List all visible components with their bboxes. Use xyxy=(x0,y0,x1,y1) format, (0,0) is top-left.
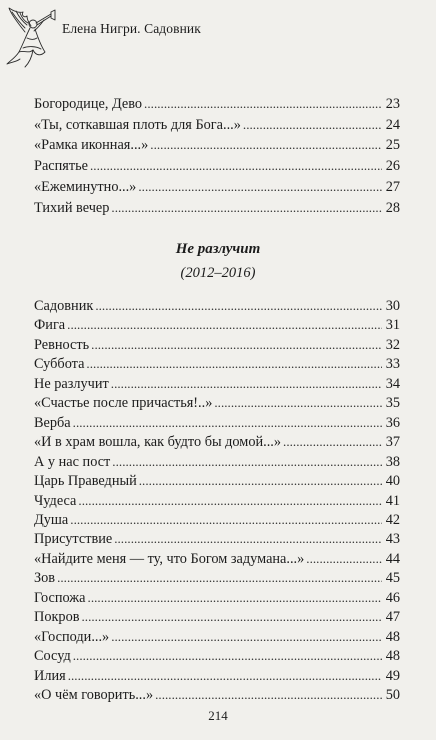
dot-leader xyxy=(214,393,382,413)
toc-entry xyxy=(34,177,400,197)
toc-entry-page: 49 xyxy=(385,667,400,684)
toc-entry-page: 44 xyxy=(385,550,400,567)
toc-entry-page: 23 xyxy=(385,96,400,112)
toc-entry-title: А у нас пост xyxy=(34,453,111,470)
toc-entry-title: Зов xyxy=(34,570,56,587)
dot-leader xyxy=(68,666,382,686)
toc-entry xyxy=(34,491,400,511)
toc-entry-page: 41 xyxy=(385,492,400,509)
toc-entry-title: Фига xyxy=(34,317,66,334)
toc-entry-page: 30 xyxy=(385,298,400,314)
toc-entry xyxy=(34,588,400,608)
toc-entry xyxy=(34,452,400,472)
toc-entry-page: 38 xyxy=(385,453,400,470)
toc-entry-page: 46 xyxy=(385,589,400,606)
dot-leader xyxy=(138,177,382,197)
toc-entry-page: 34 xyxy=(385,375,400,392)
section-years: (2012–2016) xyxy=(180,265,256,281)
toc-entry-page: 25 xyxy=(385,137,400,154)
dot-leader xyxy=(150,135,382,155)
toc-entry-page: 26 xyxy=(385,158,400,175)
toc-entry-title: «Ежеминутно...» xyxy=(34,178,137,195)
toc-entry-title: Сосуд xyxy=(34,648,71,665)
toc-entry xyxy=(34,393,400,413)
toc-entry-title: «Рамка иконная...» xyxy=(34,137,149,154)
toc-entry xyxy=(34,471,400,491)
toc-entry xyxy=(34,432,400,452)
toc-entry-page: 48 xyxy=(385,648,400,665)
dot-leader xyxy=(144,94,382,114)
toc-entry-title: «И в храм вошла, как будто бы домой...» xyxy=(34,434,282,451)
toc-entry-title: Госпожа xyxy=(34,589,86,606)
toc-entry xyxy=(34,529,400,549)
toc-entry xyxy=(34,335,400,355)
toc-entry-page: 35 xyxy=(385,395,400,412)
dot-leader xyxy=(283,432,382,452)
toc-entry-title: Суббота xyxy=(34,356,85,373)
dot-leader xyxy=(78,491,382,511)
toc-entry xyxy=(34,413,400,433)
dot-leader xyxy=(81,607,382,627)
dot-leader xyxy=(57,568,382,588)
dot-leader xyxy=(114,529,382,549)
toc-entry-title: Покров xyxy=(34,609,80,626)
dot-leader xyxy=(86,354,382,374)
toc-entry-title: Присутствие xyxy=(34,531,113,548)
toc-entry-page: 37 xyxy=(385,434,400,451)
toc-entry-title: Илия xyxy=(34,667,66,684)
toc-entry xyxy=(34,666,400,686)
toc-entry xyxy=(34,549,400,569)
toc-entry-title: Душа xyxy=(34,511,69,528)
toc-entry xyxy=(34,510,400,530)
section-title: Не разлучит xyxy=(175,241,261,257)
toc-entry xyxy=(34,115,400,135)
toc-entry-title: Распятье xyxy=(34,158,88,175)
toc-entry-title: «Найдите меня — ту, что Богом задумана...» xyxy=(34,550,305,567)
dot-leader xyxy=(111,198,382,218)
toc-entry-page: 45 xyxy=(385,570,400,587)
toc-entry xyxy=(34,646,400,666)
toc-entry xyxy=(34,198,400,218)
toc-entry-page: 42 xyxy=(385,511,400,528)
dot-leader xyxy=(155,685,382,705)
toc-entry-page: 24 xyxy=(385,116,400,133)
dot-leader xyxy=(91,335,382,355)
toc-entry-page: 47 xyxy=(385,609,400,626)
dot-leader xyxy=(139,471,382,491)
toc-entry xyxy=(34,627,400,647)
toc-entry xyxy=(34,156,400,176)
dot-leader xyxy=(111,627,382,647)
toc-entry xyxy=(34,354,400,374)
toc-entry-page: 27 xyxy=(385,178,400,195)
dot-leader xyxy=(112,452,382,472)
toc-entry-page: 43 xyxy=(385,531,400,548)
dot-leader xyxy=(95,296,382,316)
toc-entry-page: 40 xyxy=(385,473,400,490)
toc-entry xyxy=(34,296,400,316)
toc-entry xyxy=(34,685,400,705)
toc-entry xyxy=(34,607,400,627)
toc-entry-title: Садовник xyxy=(34,298,94,314)
toc-entry-title: Верба xyxy=(34,414,71,431)
toc-entry xyxy=(34,568,400,588)
dot-leader xyxy=(243,115,382,135)
dot-leader xyxy=(70,510,382,530)
toc-entry xyxy=(34,94,400,114)
toc-entry-title: «О чём говорить...» xyxy=(34,687,154,703)
dot-leader xyxy=(90,156,382,176)
dot-leader xyxy=(306,549,382,569)
toc-entry xyxy=(34,315,400,335)
toc-entry-page: 32 xyxy=(385,336,400,353)
page-number: 214 xyxy=(208,708,228,723)
toc-entry-page: 36 xyxy=(385,414,400,431)
toc-entry-title: Ревность xyxy=(34,336,90,353)
running-title: Елена Нигри. Садовник xyxy=(62,21,201,36)
toc-entry-page: 48 xyxy=(385,628,400,645)
toc-entry-page: 50 xyxy=(385,687,400,703)
toc-entry-title: Не разлучит xyxy=(34,375,109,392)
toc-entry-page: 33 xyxy=(385,356,400,373)
toc-entry-title: Царь Праведный xyxy=(34,473,137,490)
toc-entry-title: «Счастье после причастья!..» xyxy=(34,395,213,412)
angel-with-trumpet-icon xyxy=(3,4,59,70)
toc-entry xyxy=(34,135,400,155)
toc-entry xyxy=(34,374,400,394)
toc-entry-title: «Ты, соткавшая плоть для Бога...» xyxy=(34,116,241,133)
toc-entry-title: Чудеса xyxy=(34,492,77,509)
toc-entry-title: Богородице, Дево xyxy=(34,96,143,112)
toc-entry-page: 31 xyxy=(385,317,400,334)
dot-leader xyxy=(73,413,382,433)
dot-leader xyxy=(73,646,382,666)
toc-entry-title: Тихий вечер xyxy=(34,199,110,216)
dot-leader xyxy=(111,374,382,394)
toc-entry-title: «Господи...» xyxy=(34,628,110,645)
page-header xyxy=(0,0,436,80)
dot-leader xyxy=(67,315,382,335)
toc-entry-page: 28 xyxy=(385,199,400,216)
dot-leader xyxy=(88,588,382,608)
